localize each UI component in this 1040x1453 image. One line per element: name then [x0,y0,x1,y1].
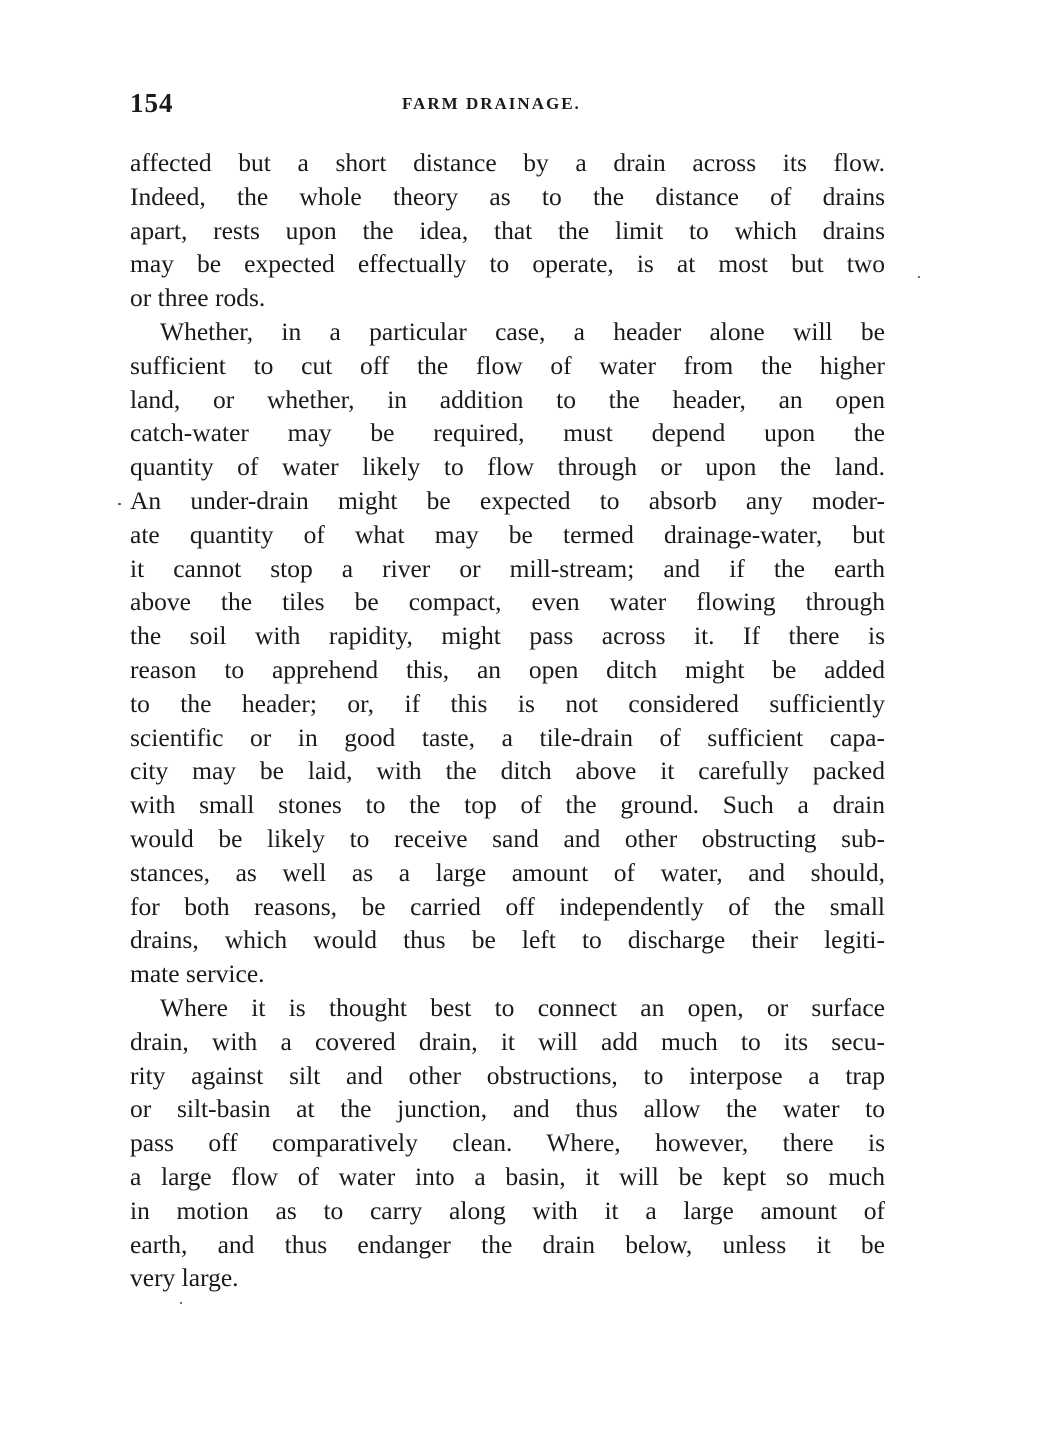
speck [918,276,920,278]
text-line: Indeed, the whole theory as to the distance of drains [130,181,885,211]
text-line: Where it is thought best to connect an open, or surface [160,992,885,1022]
text-line: pass off comparatively clean. Where, however, there is [130,1128,885,1158]
text-line: Whether, in a particular case, a header alone will be [160,316,885,346]
paragraph-3 [130,991,885,1295]
text-line: it cannot stop a river or mill-stream; and if the earth [130,553,885,583]
text-line: above the tiles be compact, even water flowing through [130,587,885,617]
text-line: city may be laid, with the ditch above it carefully packed [130,756,885,786]
page-header [130,88,885,122]
text-line: land, or whether, in addition to the header, an open [130,384,885,414]
text-line: a large flow of water into a basin, it will be kept so much [130,1161,885,1191]
text-line: in motion as to carry along with it a large amount of [130,1195,885,1225]
text-line: apart, rests upon the idea, that the limit to which drains [130,215,885,245]
text-line: rity against silt and other obstructions, to interpose a trap [130,1060,885,1090]
text-line: ate quantity of what may be termed drainage-water, but [130,519,885,549]
text-line: may be expected effectually to operate, is at most but two [130,249,885,279]
paragraph-1 [130,146,885,315]
body-text [130,146,885,1295]
running-title: FARM DRAINAGE. [402,94,581,113]
text-line: or three rods. [130,283,266,313]
text-line: with small stones to the top of the ground. Such a drain [130,790,885,820]
text-line: sufficient to cut off the flow of water from the higher [130,350,885,380]
text-line: drains, which would thus be left to discharge their legiti- [130,925,885,955]
text-line: drain, with a covered drain, it will add much to its secu- [130,1026,885,1056]
text-line: catch-water may be required, must depend upon the [130,418,885,448]
speck [180,1302,182,1304]
speck [118,503,121,505]
text-line: stances, as well as a large amount of water, and should, [130,857,885,887]
paragraph-2 [130,315,885,991]
text-line: earth, and thus endanger the drain below, unless it be [130,1229,885,1259]
text-line: quantity of water likely to flow through or upon the land. [130,452,885,482]
text-line: for both reasons, be carried off independently of the small [130,891,885,921]
text-line: affected but a short distance by a drain across its flow. [130,148,885,177]
text-line: very large. [130,1263,239,1293]
text-line: to the header; or, if this is not considered sufficiently [130,688,885,718]
text-line: mate service. [130,959,265,989]
text-line: the soil with rapidity, might pass across it. If there is [130,621,885,651]
text-line: reason to apprehend this, an open ditch might be added [130,654,885,684]
page-number: 154 [130,88,174,118]
text-line: would be likely to receive sand and other obstructing sub- [130,823,885,853]
text-line: or silt-basin at the junction, and thus allow the water to [130,1094,885,1124]
text-line: scientific or in good taste, a tile-drain of sufficient capa- [130,722,885,752]
text-line: An under-drain might be expected to absorb any moder- [130,485,885,515]
